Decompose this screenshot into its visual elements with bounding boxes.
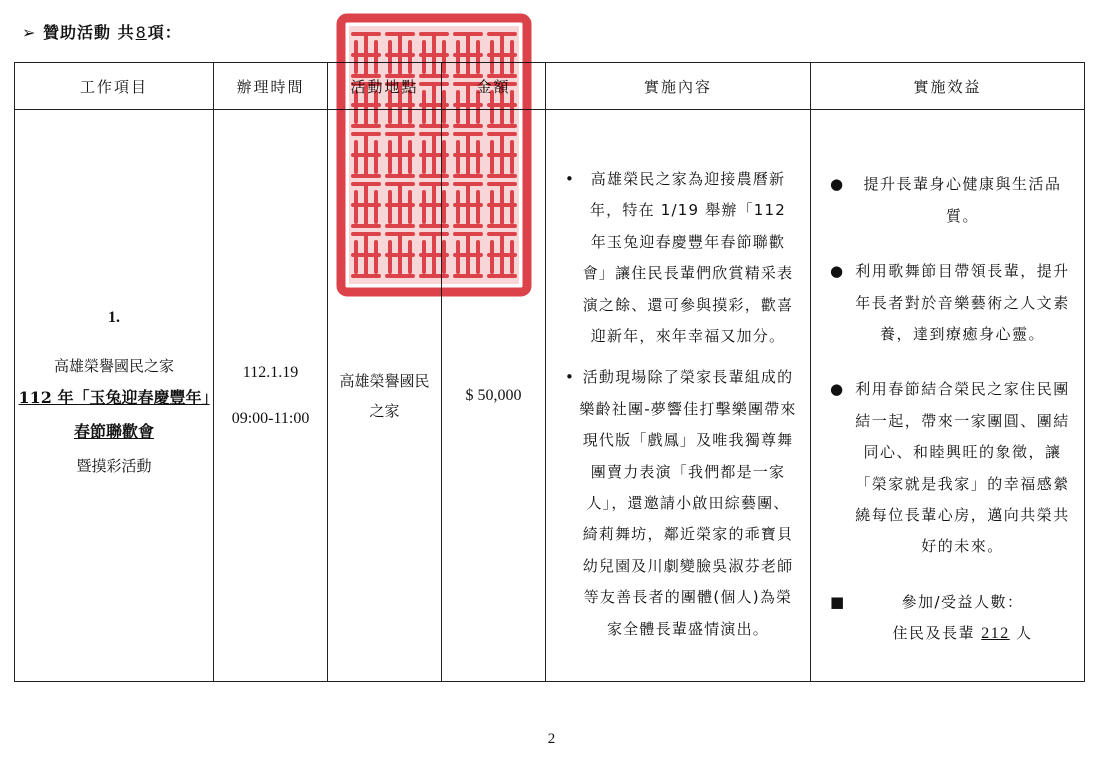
cell-benefit [811, 110, 1085, 682]
filled-circle-icon: ● [830, 380, 845, 399]
seal-glyph [421, 184, 447, 226]
benefit-item: ● 利用歌舞節目帶領長輩，提升年長者對於音樂藝術之人文素養，達到療癒身心靈。 [830, 256, 1073, 350]
table-header-row [15, 63, 1085, 110]
seal-glyph [387, 184, 413, 226]
participants-label: ■ 參加/受益人數： [830, 587, 1073, 618]
seal-glyph [387, 134, 413, 176]
benefit-item: ● 提升長輩身心健康與生活品質。 [830, 169, 1073, 232]
item-organization: 高雄榮譽國民之家 [53, 356, 174, 375]
filled-circle-icon: ● [830, 262, 845, 281]
seal-glyph [353, 234, 379, 276]
seal-glyph [387, 34, 413, 76]
item-number: 1. [108, 308, 120, 326]
seal-glyph [353, 34, 379, 76]
seal-glyph [421, 234, 447, 276]
column-header-location: 活動地點 [328, 63, 442, 110]
seal-glyph [489, 234, 515, 276]
content-paragraph: • 高雄榮民之家為迎接農曆新年，特在 1/19 舉辦「112 年玉兔迎春慶豐年春節聯歡會」讓住民長輩們欣賞精采表演之餘、還可參與摸彩，歡喜迎新年，來年幸福又加分。 [565, 164, 797, 352]
section-heading [22, 20, 182, 43]
seal-glyph [489, 134, 515, 176]
seal-glyph [353, 134, 379, 176]
cell-content [546, 110, 811, 682]
square-marker-icon: ■ [830, 592, 846, 611]
seal-stamp [335, 12, 533, 298]
heading-count: 8 [135, 23, 147, 42]
filled-circle-icon: ● [830, 175, 845, 194]
cell-time [214, 110, 328, 682]
column-header-content: 實施內容 [546, 63, 811, 110]
item-event-title: 112 年「玉兔迎春慶豐年」春節聯歡會 [18, 387, 210, 441]
content-paragraph: • 活動現場除了榮家長輩組成的樂齡社團-夢響佳打擊樂團帶來現代版「戲鳳」及唯我獨尊舞團賣力表演「我們都是一家人」，還邀請小啟田綜藝團、綺莉舞坊，鄰近榮家的乖寶貝幼兒園及川劇變臉吳淑芬老師等友善長者的團體(個人)為榮家全體長輩盛情演出。 [565, 362, 797, 645]
participants-number: 212 [981, 625, 1010, 643]
seal-glyph [353, 84, 379, 126]
column-header-benefit: 實施效益 [811, 63, 1085, 110]
bullet-icon: • [565, 169, 576, 188]
arrow-marker-icon: ➢ [22, 23, 37, 42]
seal-glyph [489, 84, 515, 126]
seal-glyph [421, 34, 447, 76]
seal-glyph [387, 84, 413, 126]
benefit-item: ● 利用春節結合榮民之家住民團結一起，帶來一家團圓、團結同心、和睦興旺的象徵，讓「榮家就是我家」的幸福感縈繞每位長輩心房，邁向共榮共好的未來。 [830, 374, 1073, 562]
seal-glyph [353, 184, 379, 226]
event-location: 高雄榮譽國民之家 [339, 371, 430, 420]
table-row [15, 110, 1085, 682]
seal-glyph [387, 234, 413, 276]
participants-count: 住民及長輩 212 人 [892, 624, 1033, 643]
heading-count-prefix: 共 [117, 23, 135, 42]
event-time: 09:00-11:00 [231, 409, 310, 427]
column-header-work-item: 工作項目 [15, 63, 214, 110]
seal-glyph [489, 184, 515, 226]
heading-label: 贊助活動 [42, 23, 111, 42]
seal-glyph [455, 34, 481, 76]
seal-glyph [489, 34, 515, 76]
column-header-time: 辦理時間 [214, 63, 328, 110]
page-number: 2 [547, 731, 556, 747]
seal-glyph [455, 84, 481, 126]
seal-glyph [421, 84, 447, 126]
seal-glyph [455, 234, 481, 276]
bullet-icon: • [565, 368, 576, 387]
seal-glyph [455, 184, 481, 226]
sponsorship-table [14, 62, 1085, 682]
heading-count-suffix: 項： [147, 23, 182, 42]
item-event-suffix: 暨摸彩活動 [76, 456, 152, 475]
event-date: 112.1.19 [242, 363, 299, 381]
column-header-amount: 金額 [442, 63, 546, 110]
seal-glyph [455, 134, 481, 176]
seal-glyph [421, 134, 447, 176]
event-amount: $ 50,000 [465, 386, 522, 404]
cell-work-item [15, 110, 214, 682]
